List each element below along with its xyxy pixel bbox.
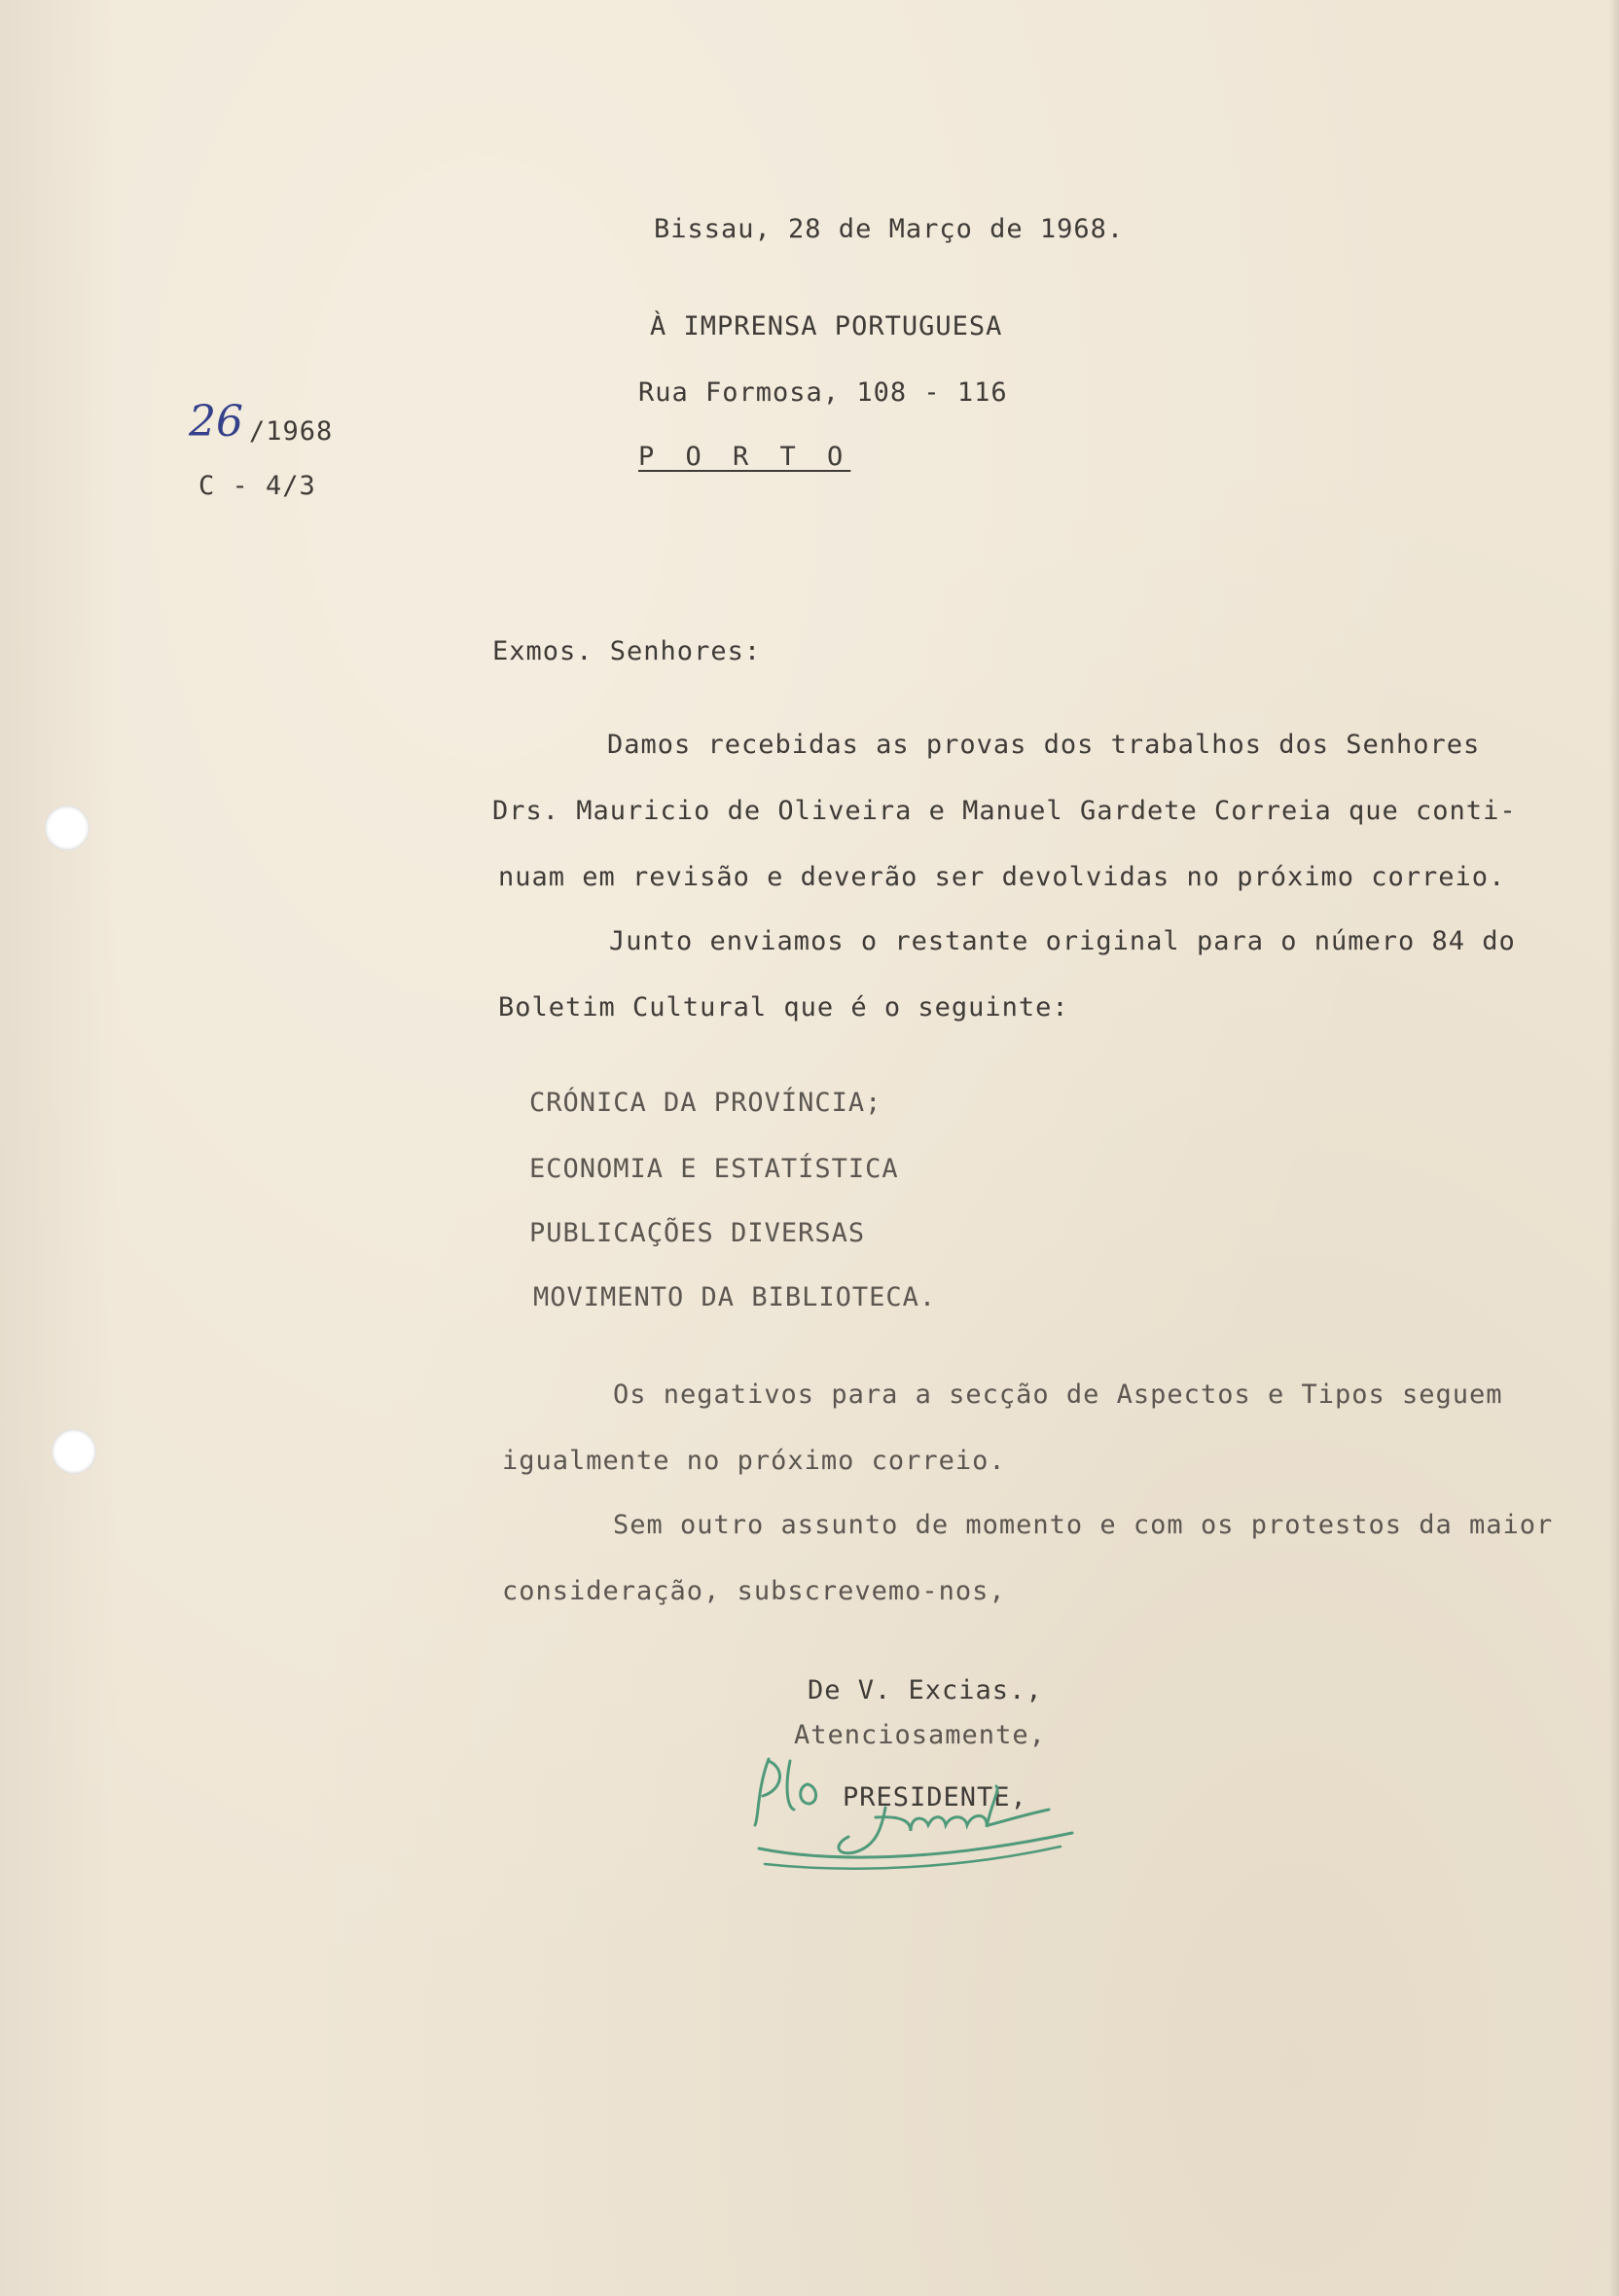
paragraph2-line1: Junto enviamos o restante original para o número 84 do bbox=[609, 926, 1516, 956]
recipient-street: Rua Formosa, 108 - 116 bbox=[638, 377, 1008, 408]
paragraph4-line1: Sem outro assunto de momento e com os protestos da maior bbox=[613, 1510, 1554, 1540]
paragraph1-line3: nuam em revisão e deverão ser devolvidas no próximo correio. bbox=[498, 862, 1506, 892]
section-item: ECONOMIA E ESTATÍSTICA bbox=[529, 1154, 899, 1184]
left-margin-shade bbox=[0, 0, 117, 2296]
punch-hole-top bbox=[45, 806, 90, 850]
closing-line1: De V. Excias., bbox=[808, 1675, 1043, 1705]
recipient-name: À IMPRENSA PORTUGUESA bbox=[650, 311, 1003, 341]
reference-year: /1968 bbox=[249, 416, 334, 447]
recipient-city: P O R T O bbox=[638, 442, 851, 472]
section-item: CRÓNICA DA PROVÍNCIA; bbox=[529, 1088, 882, 1118]
section-item: PUBLICAÇÕES DIVERSAS bbox=[529, 1218, 866, 1248]
reference-code: C - 4/3 bbox=[198, 471, 316, 501]
paragraph2-line2: Boletim Cultural que é o seguinte: bbox=[498, 992, 1069, 1022]
paragraph4-line2: consideração, subscrevemo-nos, bbox=[502, 1576, 1006, 1606]
section-item: MOVIMENTO DA BIBLIOTECA. bbox=[533, 1282, 937, 1312]
date-line: Bissau, 28 de Março de 1968. bbox=[654, 214, 1125, 244]
handwritten-signature bbox=[739, 1732, 1109, 1887]
punch-hole-bottom bbox=[52, 1429, 96, 1474]
closing-line3: PRESIDENTE, bbox=[843, 1782, 1027, 1812]
right-edge-shade bbox=[1609, 0, 1619, 2296]
paragraph1-line2: Drs. Mauricio de Oliveira e Manuel Gardete Correia que conti- bbox=[492, 796, 1517, 826]
handwritten-reference-number: 26 bbox=[189, 397, 243, 447]
paragraph3-line2: igualmente no próximo correio. bbox=[502, 1446, 1006, 1476]
paragraph1-line1: Damos recebidas as provas dos trabalhos dos Senhores bbox=[607, 730, 1481, 760]
paragraph3-line1: Os negativos para a secção de Aspectos e Tipos seguem bbox=[613, 1380, 1503, 1410]
salutation: Exmos. Senhores: bbox=[492, 636, 762, 666]
closing-line2: Atenciosamente, bbox=[794, 1720, 1046, 1750]
